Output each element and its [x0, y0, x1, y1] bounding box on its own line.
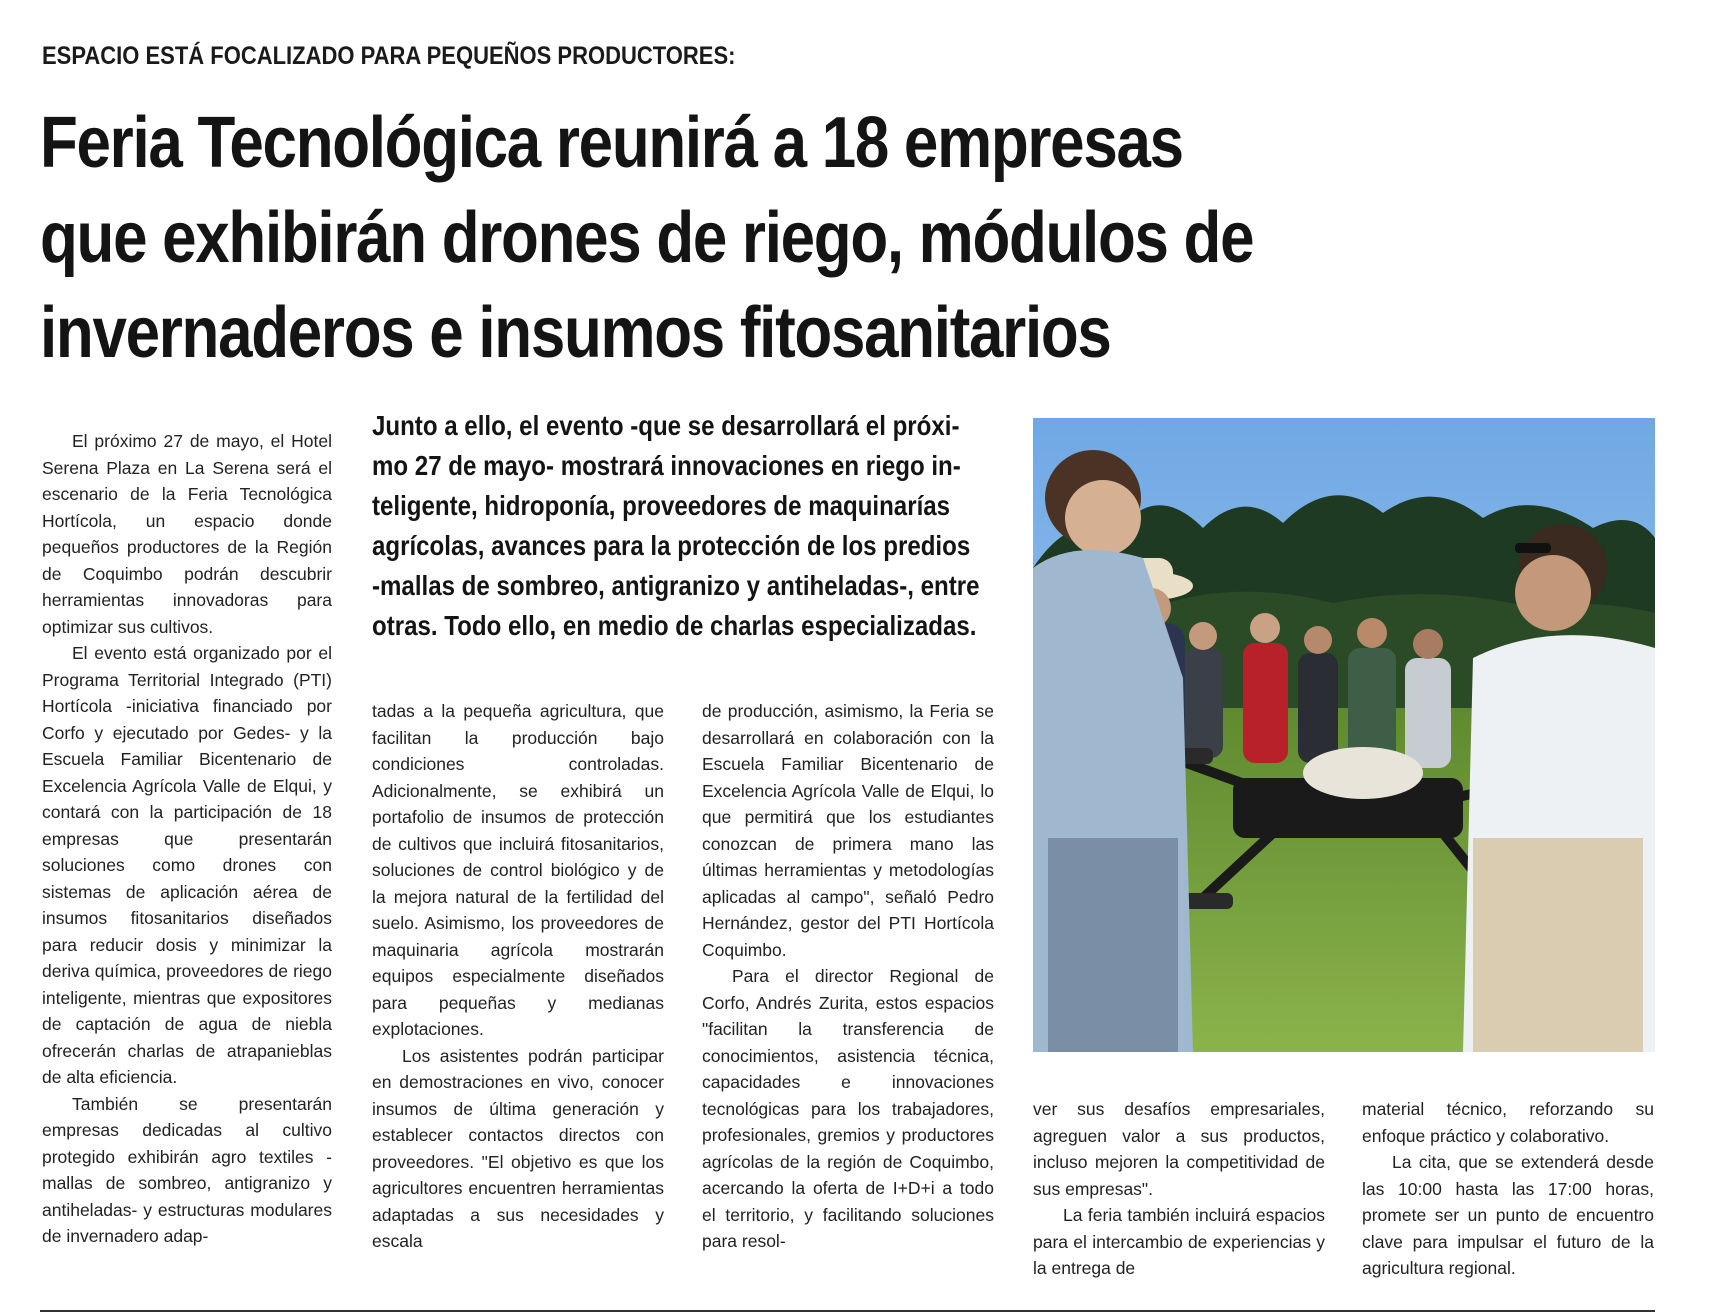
lead-line: teligente, hidroponía, proveedores de maquinarías — [372, 490, 951, 521]
body-column-3 — [702, 698, 994, 1255]
lead-line: Junto a ello, el evento -que se desarrollará el próxi- — [372, 410, 960, 441]
drone-demo-photo-illustration — [1033, 418, 1655, 1052]
body-paragraph: Los asistentes podrán participar en demostraciones en vivo, conocer insumos de última generación y establecer contactos directos con proveedores. "El objetivo es que los agricultores encuentren herramientas adaptadas a sus necesidades y escala — [372, 1045, 664, 1251]
article-lead — [372, 406, 992, 646]
body-paragraph: material técnico, reforzando su enfoque práctico y colaborativo. — [1362, 1099, 1654, 1146]
lead-line: mo 27 de mayo- mostrará innovaciones en riego in- — [372, 450, 961, 481]
lead-line: -mallas de sombreo, antigranizo y antiheladas-, entre — [372, 570, 980, 601]
body-paragraph: También se presentarán empresas dedicadas al cultivo protegido exhibirán agro textiles -mallas de sombreo, antigranizo y antiheladas- y estructuras modulares de invernadero adap- — [42, 1093, 332, 1246]
body-paragraph: El evento está organizado por el Programa Territorial Integrado (PTI) Hortícola -iniciativa financiado por Corfo y ejecutado por Gedes- y la Escuela Familiar Bicentenario de Excelencia Agrícola Valle de Elqui, y contará con la participación de 18 empresas que presentarán soluciones como drones con sistemas de aplicación aérea de insumos fitosanitarios diseñados para reducir dosis y minimizar la deriva química, proveedores de riego inteligente, mientras que expositores de captación de agua de niebla ofrecerán charlas de atrapanieblas de alta eficiencia. — [42, 643, 332, 1087]
body-paragraph: ver sus desafíos empresariales, agreguen valor a sus productos, incluso mejoren la competitividad de sus empresas". — [1033, 1099, 1325, 1199]
article-photo — [1033, 418, 1655, 1052]
article-kicker: ESPACIO ESTÁ FOCALIZADO PARA PEQUEÑOS PRODUCTORES: — [42, 42, 736, 70]
body-paragraph: La feria también incluirá espacios para el intercambio de experiencias y la entrega de — [1033, 1205, 1325, 1278]
body-paragraph: La cita, que se extenderá desde las 10:00 hasta las 17:00 horas, promete ser un punto de encuentro clave para impulsar el futuro de la agricultura regional. — [1362, 1152, 1654, 1278]
body-paragraph: tadas a la pequeña agricultura, que facilitan la producción bajo condiciones controladas. Adicionalmente, se exhibirá un portafolio de insumos de protección de cultivos que incluirá fitosanitarios, soluciones de control biológico y de la mejora natural de la fertilidad del suelo. Asimismo, los proveedores de maquinaria agrícola mostrarán equipos especialmente diseñados para pequeñas y medianas explotaciones. — [372, 701, 664, 1039]
body-column-5 — [1362, 1096, 1654, 1282]
body-paragraph: El próximo 27 de mayo, el Hotel Serena Plaza en La Serena será el escenario de la Feria Tecnológica Hortícola, un espacio donde pequeños productores de la Región de Coquimbo podrán descubrir herramientas innovadoras para optimizar sus cultivos. — [42, 431, 332, 637]
bottom-rule — [40, 1310, 1655, 1312]
body-column-4 — [1033, 1096, 1325, 1282]
body-paragraph: Para el director Regional de Corfo, Andrés Zurita, estos espacios "facilitan la transferencia de conocimientos, asistencia técnica, capacidades e innovaciones tecnológicas para los trabajadores, profesionales, gremios y productores agrícolas de la región de Coquimbo, acercando la oferta de I+D+i a todo el territorio, y facilitando soluciones para resol- — [702, 966, 994, 1251]
headline-line: invernaderos e insumos fitosanitarios — [40, 293, 1111, 373]
body-column-2 — [372, 698, 664, 1255]
lead-line: otras. Todo ello, en medio de charlas especializadas. — [372, 610, 977, 641]
body-column-1 — [42, 428, 332, 1250]
body-paragraph: de producción, asimismo, la Feria se desarrollará en colaboración con la Escuela Familiar Bicentenario de Excelencia Agrícola Valle de Elqui, lo que permitirá que los estudiantes conozcan de primera mano las últimas herramientas y metodologías aplicadas al campo", señaló Pedro Hernández, gestor del PTI Hortícola Coquimbo. — [702, 701, 994, 960]
headline-line: Feria Tecnológica reunirá a 18 empresas — [40, 103, 1183, 183]
article-headline — [40, 96, 1560, 381]
headline-line: que exhibirán drones de riego, módulos de — [40, 198, 1254, 278]
lead-line: agrícolas, avances para la protección de los predios — [372, 530, 971, 561]
